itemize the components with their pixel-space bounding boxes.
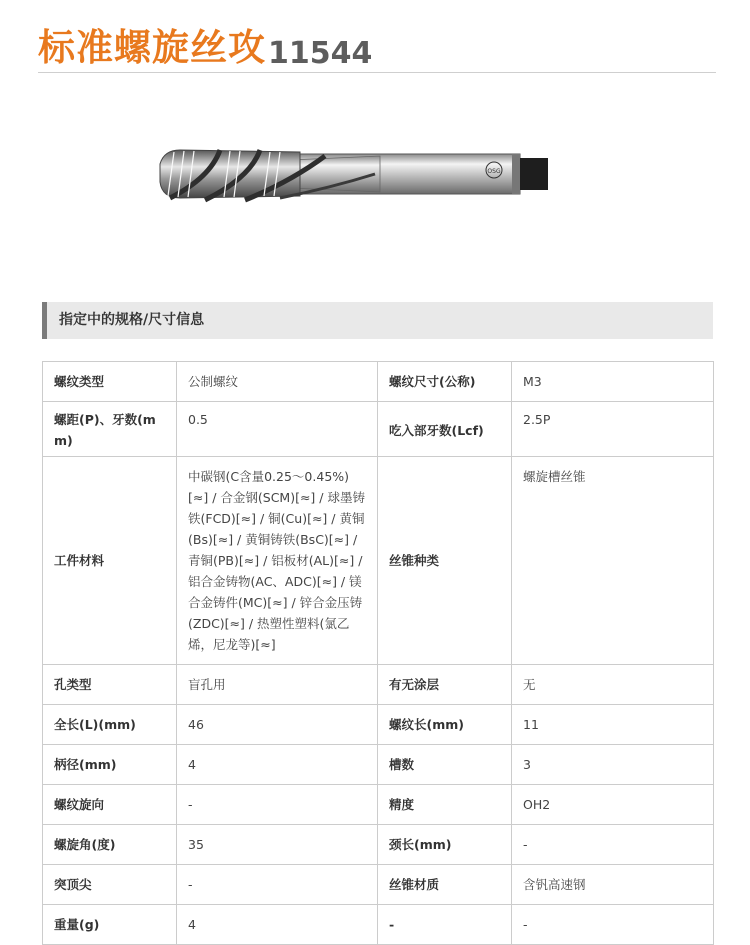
spec-value: 0.5	[177, 402, 378, 457]
spec-value: 35	[177, 825, 378, 865]
table-row	[43, 665, 714, 705]
spec-value: -	[512, 905, 714, 945]
spec-label: 孔类型	[43, 665, 177, 705]
table-row	[43, 905, 714, 945]
section-title: 指定中的规格/尺寸信息	[59, 312, 205, 328]
table-row	[43, 402, 714, 457]
spec-label: 螺纹长(mm)	[378, 705, 512, 745]
spec-label: 工件材料	[43, 457, 177, 665]
spec-value: -	[177, 865, 378, 905]
spec-value: 无	[512, 665, 714, 705]
spec-value: 46	[177, 705, 378, 745]
spec-value: 公制螺纹	[177, 362, 378, 402]
spec-label: 螺纹尺寸(公称)	[378, 362, 512, 402]
spec-value: 含钒高速钢	[512, 865, 714, 905]
spec-value: OH2	[512, 785, 714, 825]
table-row	[43, 705, 714, 745]
spec-label: 重量(g)	[43, 905, 177, 945]
spec-label: 柄径(mm)	[43, 745, 177, 785]
table-row	[43, 457, 714, 665]
spec-value: 4	[177, 905, 378, 945]
spec-section-header	[42, 302, 713, 339]
product-code: 11544	[268, 36, 373, 71]
table-row	[43, 745, 714, 785]
table-row	[43, 362, 714, 402]
spec-label: 吃入部牙数(Lcf)	[378, 402, 512, 457]
spec-label: 丝锥材质	[378, 865, 512, 905]
spec-label: 突顶尖	[43, 865, 177, 905]
brand-logo: OSG	[487, 168, 501, 175]
spec-value: 3	[512, 745, 714, 785]
page-header	[38, 24, 716, 73]
spec-label: 螺纹旋向	[43, 785, 177, 825]
spec-value: 中碳钢(C含量0.25～0.45%)[≈] / 合金钢(SCM)[≈] / 球墨铸铁(FCD)[≈] / 铜(Cu)[≈] / 黄铜(Bs)[≈] / 黄铜铸铁(BsC)[≈] / 青铜(PB)[≈] / 铝板材(AL)[≈] / 铝合金铸物(AC、ADC)[≈] / 镁合金铸件(MC)[≈] / 锌合金压铸(ZDC)[≈] / 热塑性塑料(氯乙烯，尼龙等)[≈]	[177, 457, 378, 665]
spec-label: 螺旋角(度)	[43, 825, 177, 865]
spec-value: 2.5P	[512, 402, 714, 457]
spec-label: 螺距(P)、牙数(mm)	[43, 402, 177, 457]
spec-label: 全长(L)(mm)	[43, 705, 177, 745]
spec-value: 盲孔用	[177, 665, 378, 705]
spec-label: 颈长(mm)	[378, 825, 512, 865]
spec-label: 螺纹类型	[43, 362, 177, 402]
spec-value: 11	[512, 705, 714, 745]
page-title: 标准螺旋丝攻	[38, 26, 266, 69]
spec-table	[42, 361, 714, 945]
spec-value: -	[512, 825, 714, 865]
spec-value: 4	[177, 745, 378, 785]
spec-label: -	[378, 905, 512, 945]
spec-label: 有无涂层	[378, 665, 512, 705]
table-row	[43, 865, 714, 905]
spec-value: -	[177, 785, 378, 825]
table-row	[43, 785, 714, 825]
spec-label: 槽数	[378, 745, 512, 785]
spec-value: M3	[512, 362, 714, 402]
spec-label: 丝锥种类	[378, 457, 512, 665]
spiral-tap-image	[150, 138, 560, 214]
spec-label: 精度	[378, 785, 512, 825]
spec-value: 螺旋槽丝锥	[512, 457, 714, 665]
table-row	[43, 825, 714, 865]
